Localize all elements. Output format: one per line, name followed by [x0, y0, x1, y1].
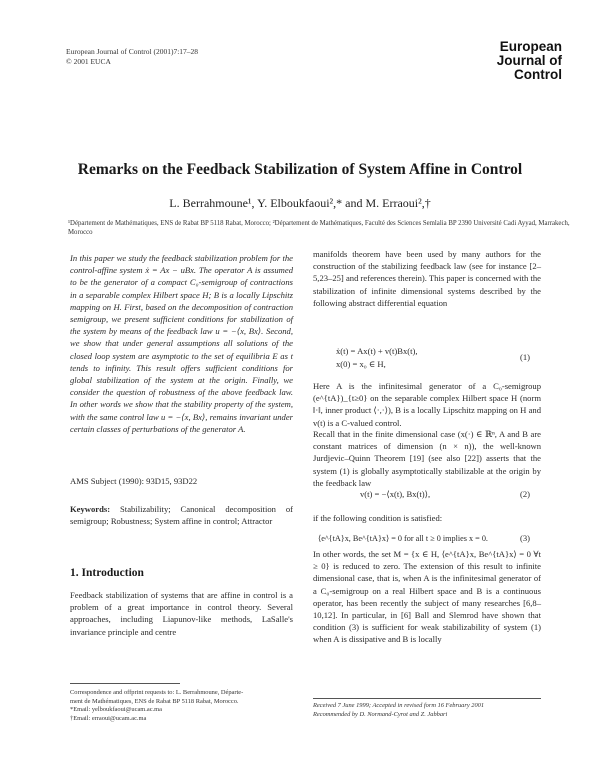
abstract: In this paper we study the feedback stabilization problem for the control-affine system ẋ = Ax − uBx. The operator A is assumed to be the generator of a compact C₀-semigroup of contractions in a separable complex Hilbert space H; B is a locally Lipschitz mapping on H. First, based on the decomposition of contraction semigroup, we present sufficient conditions for stabilization of the system by means of the feedback law u = −⟨x, Bx⟩. Second, we show that under general assumptions all solutions of the closed loop system are asymptotic to the set of equilibria E as t tends to infinity. This result offers sufficient conditions for global stabilization of the system at the origin. Finally, we consider the question of robustness of the above feedback law. In other words we show that the stability property of the system, with the same control law u = −⟨x, Bx⟩, remains invariant under certain classes of perturbations of the generator A.	[70, 253, 293, 434]
journal-citation-block	[66, 47, 198, 67]
right-column-paragraph-2: Here A is the infinitesimal generator of a C₀-semigroup (e^{tA})_{t≥0} on the separable complex Hilbert space H (norm ‖·‖, inner product ⟨·,·⟩), B is a locally Lipschitz mapping on H and v(t) is a C-valued control.	[313, 381, 541, 428]
received-dates	[313, 702, 541, 719]
affiliations: ¹Département de Mathématiques, ENS de Rabat BP 5118 Rabat, Morocco; ²Département de Mathématiques, Faculté des Sciences Semlalia BP 2390 Université Cadi Ayyad, Marrakech, Morocco	[68, 220, 570, 236]
keywords-text: Stabilizability; Canonical decomposition of semigroup; Robustness; System affine in control; Attractor	[70, 504, 293, 527]
footnote-correspondence: Correspondence and offprint requests to: L. Berrahmoune, Départe-	[70, 689, 244, 696]
received-line: Received 7 June 1999; Accepted in revised form 16 February 2001	[313, 702, 485, 709]
journal-citation: European Journal of Control (2001)7:17–28	[66, 47, 199, 56]
ams-subject: AMS Subject (1990): 93D15, 93D22	[70, 476, 198, 486]
footnote-email-2: †Email: erraoui@ucam.ac.ma	[70, 714, 147, 722]
journal-logo-line1: European	[499, 39, 562, 54]
footnotes	[70, 689, 293, 723]
equation-1a: ẋ(t) = Ax(t) + v(t)Bx(t),	[336, 346, 418, 356]
keywords	[70, 503, 293, 527]
introduction-text: Feedback stabilization of systems that are affine in control is a problem of a great importance in control theory. Several approaches, including Liapunov-like methods, LaSalle's invariance principle and centre	[70, 590, 293, 637]
equation-2-number: (2)	[520, 489, 531, 499]
author-list: L. Berrahmoune¹, Y. Elboukfaoui²,* and M. Erraoui²,†	[169, 196, 431, 210]
equation-1-number: (1)	[520, 352, 531, 362]
keywords-label: Keywords:	[70, 504, 111, 514]
recommended-line: Recommended by D. Normand-Cyrot and Z. Jabbari	[313, 710, 448, 718]
equation-1b: x(0) = x₀ ∈ H,	[336, 359, 386, 369]
footnote-address: ment de Mathématiques, ENS de Rabat BP 5118 Rabat, Morocco.	[70, 697, 239, 705]
footnote-email-1: *Email: yelboukfaoui@ucam.ac.ma	[70, 706, 162, 713]
paper-title: Remarks on the Feedback Stabilization of System Affine in Control	[77, 161, 523, 178]
journal-logo	[497, 40, 562, 82]
right-column-paragraph-5: In other words, the set M = {x ∈ H, ⟨e^{tA}x, Be^{tA}x⟩ = 0 ∀t ≥ 0} is reduced to zero. The extension of this result to infinite dimensional case, that is, when A is the infinitesimal generator of a C₀-semigroup on a real Hilbert space and B is a continuous operator, has been recently the subject of many researches [6,8–10,12]. In particular, in [6] Ball and Slemrod have shown that condition (3) is sufficient for weak stabilizability of system (1) when A is dissipative and B is locally	[313, 549, 541, 645]
footnote-divider	[70, 683, 180, 684]
journal-logo-line3: Control	[514, 67, 562, 82]
section-heading-introduction: 1. Introduction	[70, 567, 144, 579]
equation-3: ⟨e^{tA}x, Be^{tA}x⟩ = 0 for all t ≥ 0 implies x = 0.	[318, 534, 488, 543]
equation-2: v(t) = −⟨x(t), Bx(t)⟩,	[360, 489, 431, 499]
received-divider	[313, 698, 541, 699]
journal-logo-line2: Journal of	[496, 53, 562, 68]
equation-3-number: (3)	[520, 533, 531, 543]
right-column-paragraph-1: manifolds theorem have been used by many authors for the construction of the stabilizing feedback law (see for instance [2–5,23–25] and references therein). This paper is concerned with the stabilization of infinite dimensional systems described by the following abstract differential equation	[313, 249, 541, 308]
copyright: © 2001 EUCA	[66, 57, 111, 66]
right-column-paragraph-4: if the following condition is satisfied:	[313, 513, 443, 523]
right-column-paragraph-3: Recall that in the finite dimensional case (x(·) ∈ ℝⁿ, A and B are constant matrices of dimension (n × n)), the well-known Jurdjevic–Quinn Theorem [19] (see also [22]) asserts that the system (1) is globally asymptotically stabilizable at the origin by the feedback law	[313, 429, 541, 488]
